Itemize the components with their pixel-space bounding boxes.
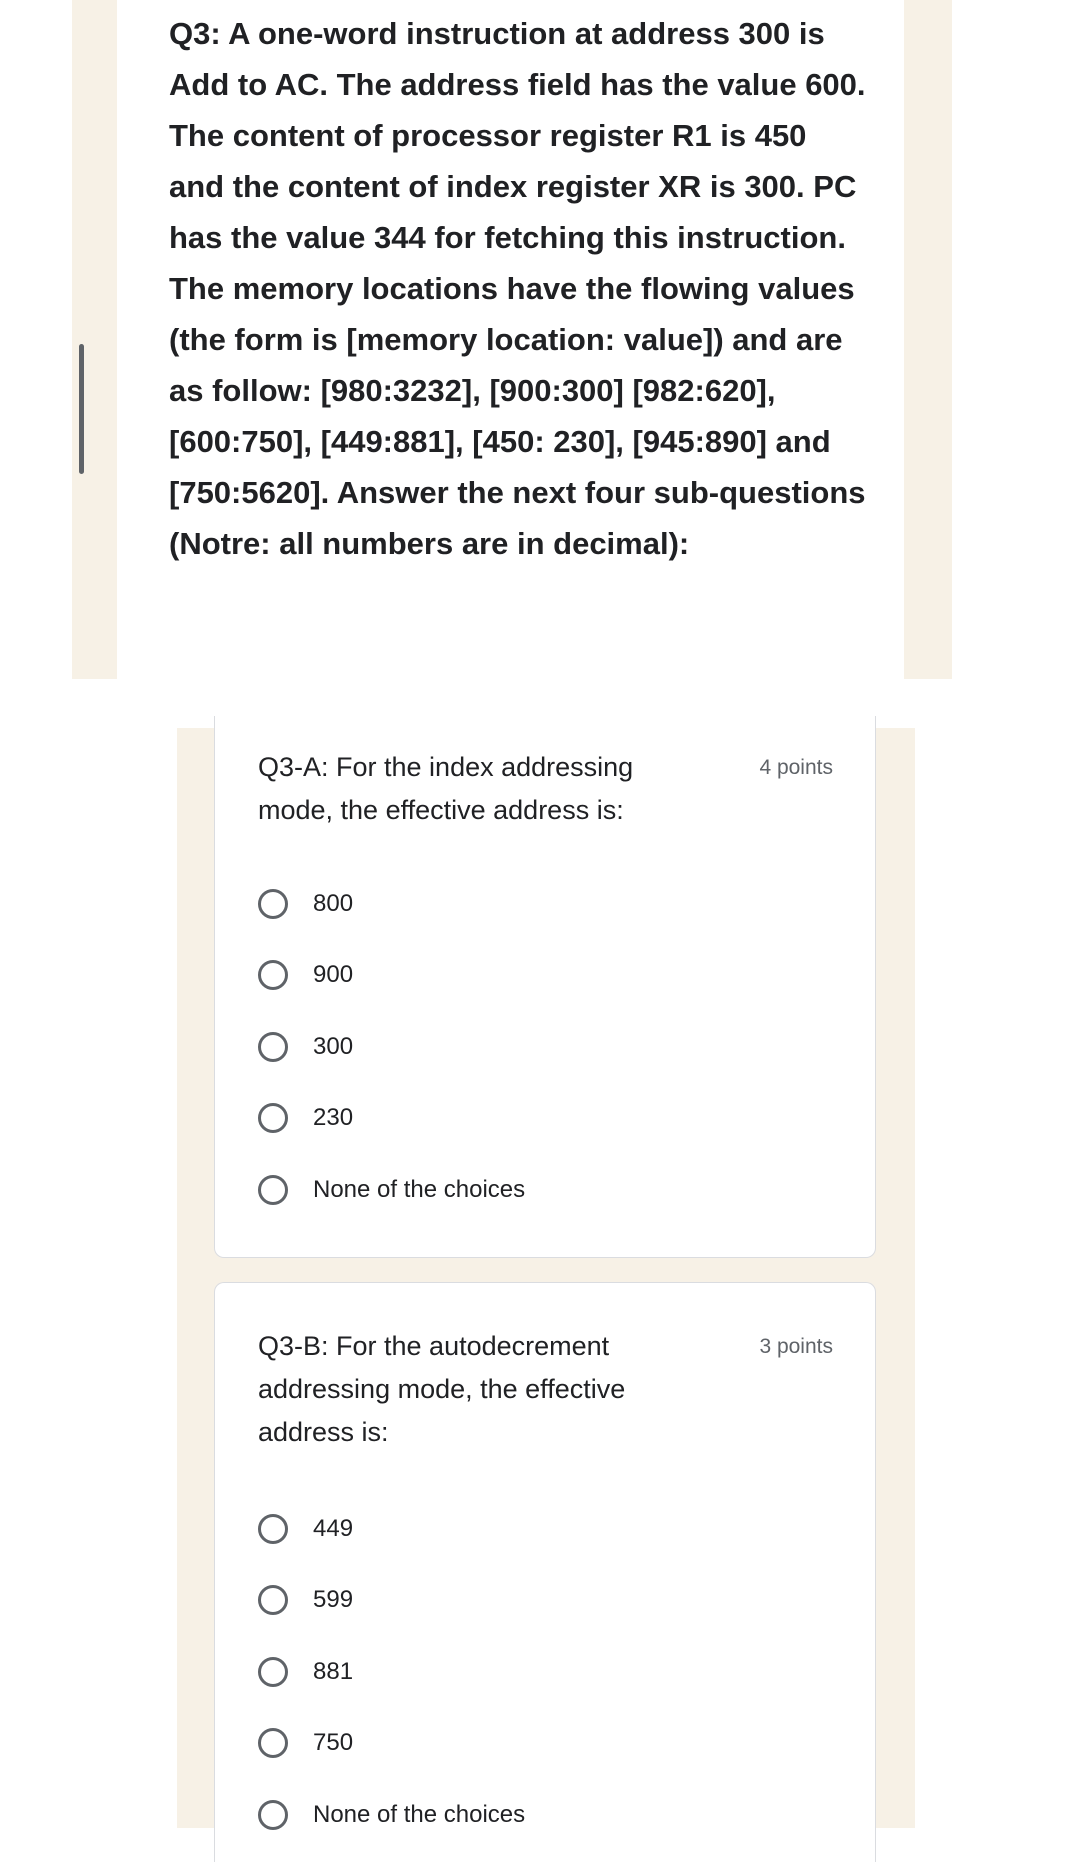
option-label: 300 [313,1032,354,1060]
radio-option[interactable] [258,1708,525,1780]
question-points: 4 points [759,756,833,779]
question-title: Q3-B: For the autodecrement addressing mode, the effective address is: [258,1331,626,1447]
option-label: None of the choices [313,1175,526,1203]
radio-button[interactable] [258,1032,288,1062]
question-title: Q3-A: For the index addressing mode, the effective address is: [258,752,634,825]
radio-button[interactable] [258,1657,288,1687]
radio-button[interactable] [258,889,288,919]
option-label: 800 [313,889,354,917]
question-card-q3b [214,1282,876,1862]
option-label: 900 [313,961,354,989]
radio-button[interactable] [258,1514,288,1544]
question-points: 3 points [759,1335,833,1358]
radio-button[interactable] [258,1728,288,1758]
radio-button[interactable] [258,1585,288,1615]
radio-group [258,1493,525,1851]
radio-group [258,868,525,1226]
radio-option[interactable] [258,868,525,940]
radio-option[interactable] [258,1779,525,1851]
radio-option[interactable] [258,1493,525,1565]
radio-button[interactable] [258,1800,288,1830]
option-label: 230 [313,1104,354,1132]
scroll-indicator[interactable] [79,344,84,474]
radio-option[interactable] [258,1011,525,1083]
radio-button[interactable] [258,960,288,990]
option-label: 750 [313,1729,354,1757]
option-label: None of the choices [313,1800,526,1828]
option-label: 881 [313,1657,354,1685]
radio-option[interactable] [258,1083,525,1155]
intro-question-text: Q3: A one-word instruction at address 300 is Add to AC. The address field has the value 600. The content of processor register R1 is 450 and the content of index register XR is 300. PC has the value 344 for fetching this instruction. The memory locations have the flowing values (the form is [memory location: value]) and are as follow: [980:3232], [900:300] [982:620], [600:750], [449:881], [450: 230], [945:890] and [750:5620]. Answer the next four sub-questions (Notre: all numbers are in decimal): [169,16,866,561]
page-background-left [72,0,117,679]
radio-option[interactable] [258,1636,525,1708]
radio-button[interactable] [258,1103,288,1133]
question-card-q3a [214,716,876,1258]
radio-option[interactable] [258,1565,525,1637]
option-label: 599 [313,1586,354,1614]
page-background-right [904,0,952,679]
radio-button[interactable] [258,1175,288,1205]
radio-option[interactable] [258,1154,525,1226]
radio-option[interactable] [258,940,525,1012]
option-label: 449 [313,1514,354,1542]
